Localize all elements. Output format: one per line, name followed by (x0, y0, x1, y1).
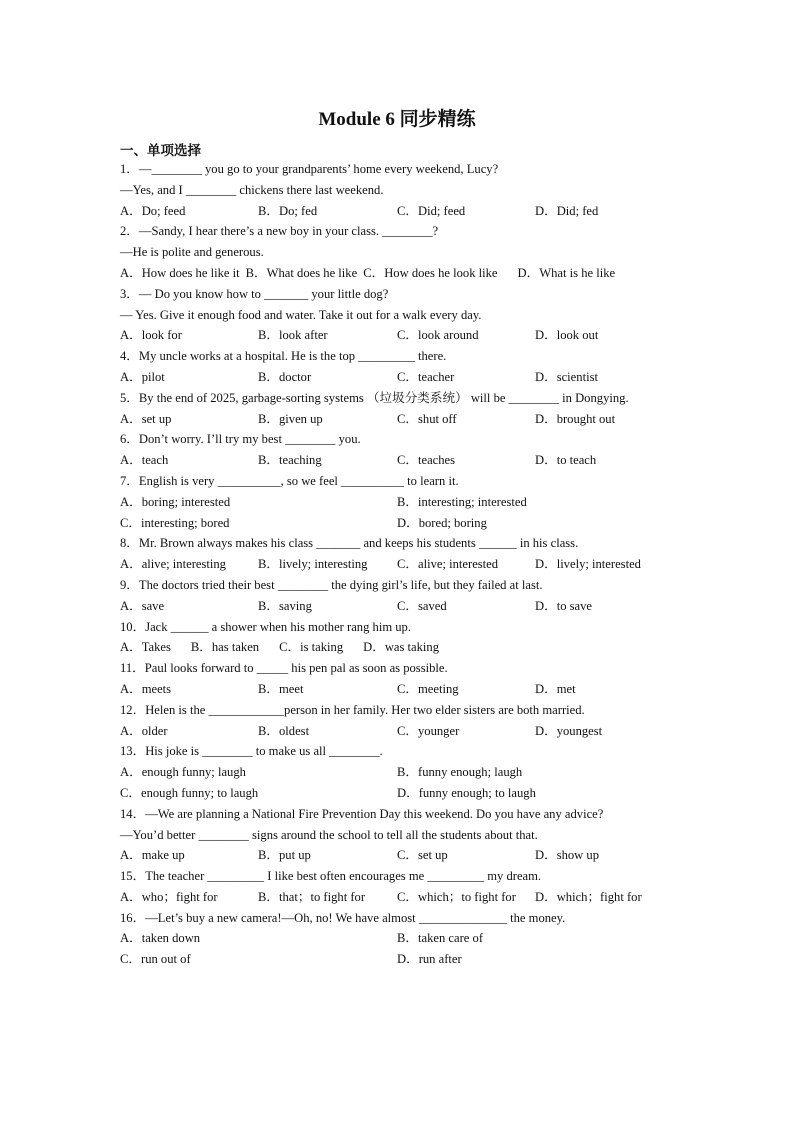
option-a[interactable]: A．meets (120, 681, 172, 696)
option-d[interactable]: D．to teach (535, 453, 597, 468)
option-row (120, 409, 680, 430)
question-text: —He is polite and generous. (120, 245, 264, 260)
option-c[interactable]: C．set up (397, 848, 448, 863)
option-row (120, 596, 680, 617)
question-text: 7．English is very __________, so we feel __________ to learn it. (120, 473, 459, 488)
section-heading: 一、单项选择 (120, 143, 201, 158)
question-item (120, 284, 680, 346)
question-text: 14．—We are planning a National Fire Prevention Day this weekend. Do you have any advice? (120, 806, 604, 821)
question-text: 3．— Do you know how to _______ your little dog? (120, 286, 389, 301)
question-text: 6．Don’t worry. I’ll try my best ________ you. (120, 432, 361, 447)
option-b[interactable]: B．has taken (190, 640, 260, 655)
option-a[interactable]: A．older (120, 723, 168, 738)
question-text: 5．By the end of 2025, garbage-sorting systems （垃圾分类系统） will be ________ in Dongying. (120, 390, 629, 405)
option-row (120, 845, 680, 866)
option-a[interactable]: A．look for (120, 328, 182, 343)
question-text: 16．—Let’s buy a new camera!—Oh, no! We have almost ______________ the money. (120, 910, 566, 925)
option-d[interactable]: D．youngest (535, 723, 603, 738)
question-text: 11．Paul looks forward to _____ his pen pal as soon as possible. (120, 661, 448, 676)
question-text: —You’d better ________ signs around the school to tell all the students about that. (120, 827, 538, 842)
option-row (120, 928, 680, 949)
option-row (120, 721, 680, 742)
option-row (120, 637, 680, 658)
question-item (120, 533, 680, 575)
option-c[interactable]: C．How does he look like (363, 265, 498, 280)
option-c[interactable]: C．run out of (120, 952, 191, 967)
option-d[interactable]: D．look out (535, 328, 599, 343)
option-d[interactable]: D．show up (535, 848, 600, 863)
option-a[interactable]: A．make up (120, 848, 185, 863)
question-list (120, 159, 680, 970)
option-b[interactable]: B．look after (258, 328, 328, 343)
question-text: 10．Jack ______ a shower when his mother rang him up. (120, 619, 412, 634)
option-b[interactable]: B．funny enough; laugh (397, 765, 523, 780)
option-d[interactable]: D．was taking (363, 640, 440, 655)
option-c[interactable]: C．Did; feed (397, 203, 466, 218)
option-d[interactable]: D．What is he like (517, 265, 616, 280)
option-d[interactable]: D．met (535, 681, 576, 696)
option-a[interactable]: A．alive; interesting (120, 557, 226, 572)
option-row (120, 762, 680, 783)
option-row (120, 887, 680, 908)
question-text: 8．Mr. Brown always makes his class _______ and keeps his students ______ in his class. (120, 536, 579, 551)
question-text: 15．The teacher _________ I like best often encourages me _________ my dream. (120, 869, 542, 884)
option-b[interactable]: B．doctor (258, 369, 312, 384)
option-a[interactable]: A．How does he like it (120, 265, 240, 280)
question-item (120, 471, 680, 533)
option-d[interactable]: D．brought out (535, 411, 616, 426)
option-row (120, 492, 680, 513)
option-d[interactable]: D．lively; interested (535, 557, 641, 572)
question-text: —Yes, and I ________ chickens there last weekend. (120, 182, 384, 197)
option-c[interactable]: C．saved (397, 598, 447, 613)
option-a[interactable]: A．set up (120, 411, 172, 426)
question-item (120, 866, 680, 908)
option-d[interactable]: D．scientist (535, 369, 598, 384)
option-d[interactable]: D．bored; boring (397, 515, 487, 530)
question-item (120, 346, 680, 388)
option-d[interactable]: D．funny enough; to laugh (397, 785, 536, 800)
question-item (120, 741, 680, 803)
question-text: 4．My uncle works at a hospital. He is the top _________ there. (120, 349, 447, 364)
question-item (120, 221, 680, 283)
option-b[interactable]: B．saving (258, 598, 312, 613)
option-c[interactable]: C．meeting (397, 681, 459, 696)
question-item (120, 908, 680, 970)
option-row (120, 263, 680, 284)
option-row (120, 325, 680, 346)
option-row (120, 450, 680, 471)
option-a[interactable]: A．pilot (120, 369, 165, 384)
option-c[interactable]: C．is taking (279, 640, 344, 655)
option-c[interactable]: C．interesting; bored (120, 515, 230, 530)
option-d[interactable]: D．which；fight for (535, 889, 642, 904)
option-d[interactable]: D．to save (535, 598, 593, 613)
option-a[interactable]: A．who；fight for (120, 889, 218, 904)
option-c[interactable]: C．alive; interested (397, 557, 499, 572)
option-b[interactable]: B．interesting; interested (397, 494, 527, 509)
option-c[interactable]: C．which；to fight for (397, 889, 516, 904)
question-item (120, 804, 680, 866)
option-b[interactable]: B．lively; interesting (258, 557, 368, 572)
option-a[interactable]: A．save (120, 598, 165, 613)
option-a[interactable]: A．teach (120, 453, 169, 468)
question-item (120, 575, 680, 617)
option-b[interactable]: B．meet (258, 681, 304, 696)
question-text: 2．—Sandy, I hear there’s a new boy in your class. ________? (120, 224, 439, 239)
option-b[interactable]: B．What does he like (245, 265, 358, 280)
question-text: — Yes. Give it enough food and water. Take it out for a walk every day. (120, 307, 482, 322)
question-text: 9．The doctors tried their best ________ the dying girl’s life, but they failed at last. (120, 577, 543, 592)
option-row (120, 949, 680, 970)
option-a[interactable]: A．Do; feed (120, 203, 186, 218)
option-row (120, 554, 680, 575)
option-b[interactable]: B．oldest (258, 723, 310, 738)
page-title: Module 6 同步精练 (318, 109, 476, 130)
option-b[interactable]: B．that；to fight for (258, 889, 366, 904)
option-c[interactable]: C．shut off (397, 411, 457, 426)
option-b[interactable]: B．teaching (258, 453, 322, 468)
option-c[interactable]: C．look around (397, 328, 479, 343)
question-item (120, 617, 680, 659)
option-b[interactable]: B．put up (258, 848, 311, 863)
option-d[interactable]: D．Did; fed (535, 203, 599, 218)
question-text: 1．—________ you go to your grandparents’ home every weekend, Lucy? (120, 162, 499, 176)
option-b[interactable]: B．given up (258, 411, 323, 426)
question-item (120, 700, 680, 742)
question-item (120, 159, 680, 221)
option-b[interactable]: B．taken care of (397, 931, 484, 946)
question-text: 13．His joke is ________ to make us all ________. (120, 744, 383, 759)
question-item (120, 658, 680, 700)
option-row (120, 367, 680, 388)
option-d[interactable]: D．run after (397, 952, 462, 967)
option-row (120, 201, 680, 222)
question-text: 12．Helen is the ____________person in her family. Her two elder sisters are both married. (120, 702, 585, 717)
option-row (120, 783, 680, 804)
option-row (120, 679, 680, 700)
option-row (120, 513, 680, 534)
question-item (120, 429, 680, 471)
option-a[interactable]: A．boring; interested (120, 494, 231, 509)
option-c[interactable]: C．younger (397, 723, 460, 738)
option-a[interactable]: A．enough funny; laugh (120, 765, 246, 780)
option-c[interactable]: C．enough funny; to laugh (120, 785, 259, 800)
question-item (120, 388, 680, 430)
option-a[interactable]: A．taken down (120, 931, 201, 946)
option-c[interactable]: C．teaches (397, 453, 456, 468)
option-a[interactable]: A．Takes (120, 640, 171, 655)
option-b[interactable]: B．Do; fed (258, 203, 318, 218)
option-c[interactable]: C．teacher (397, 369, 455, 384)
